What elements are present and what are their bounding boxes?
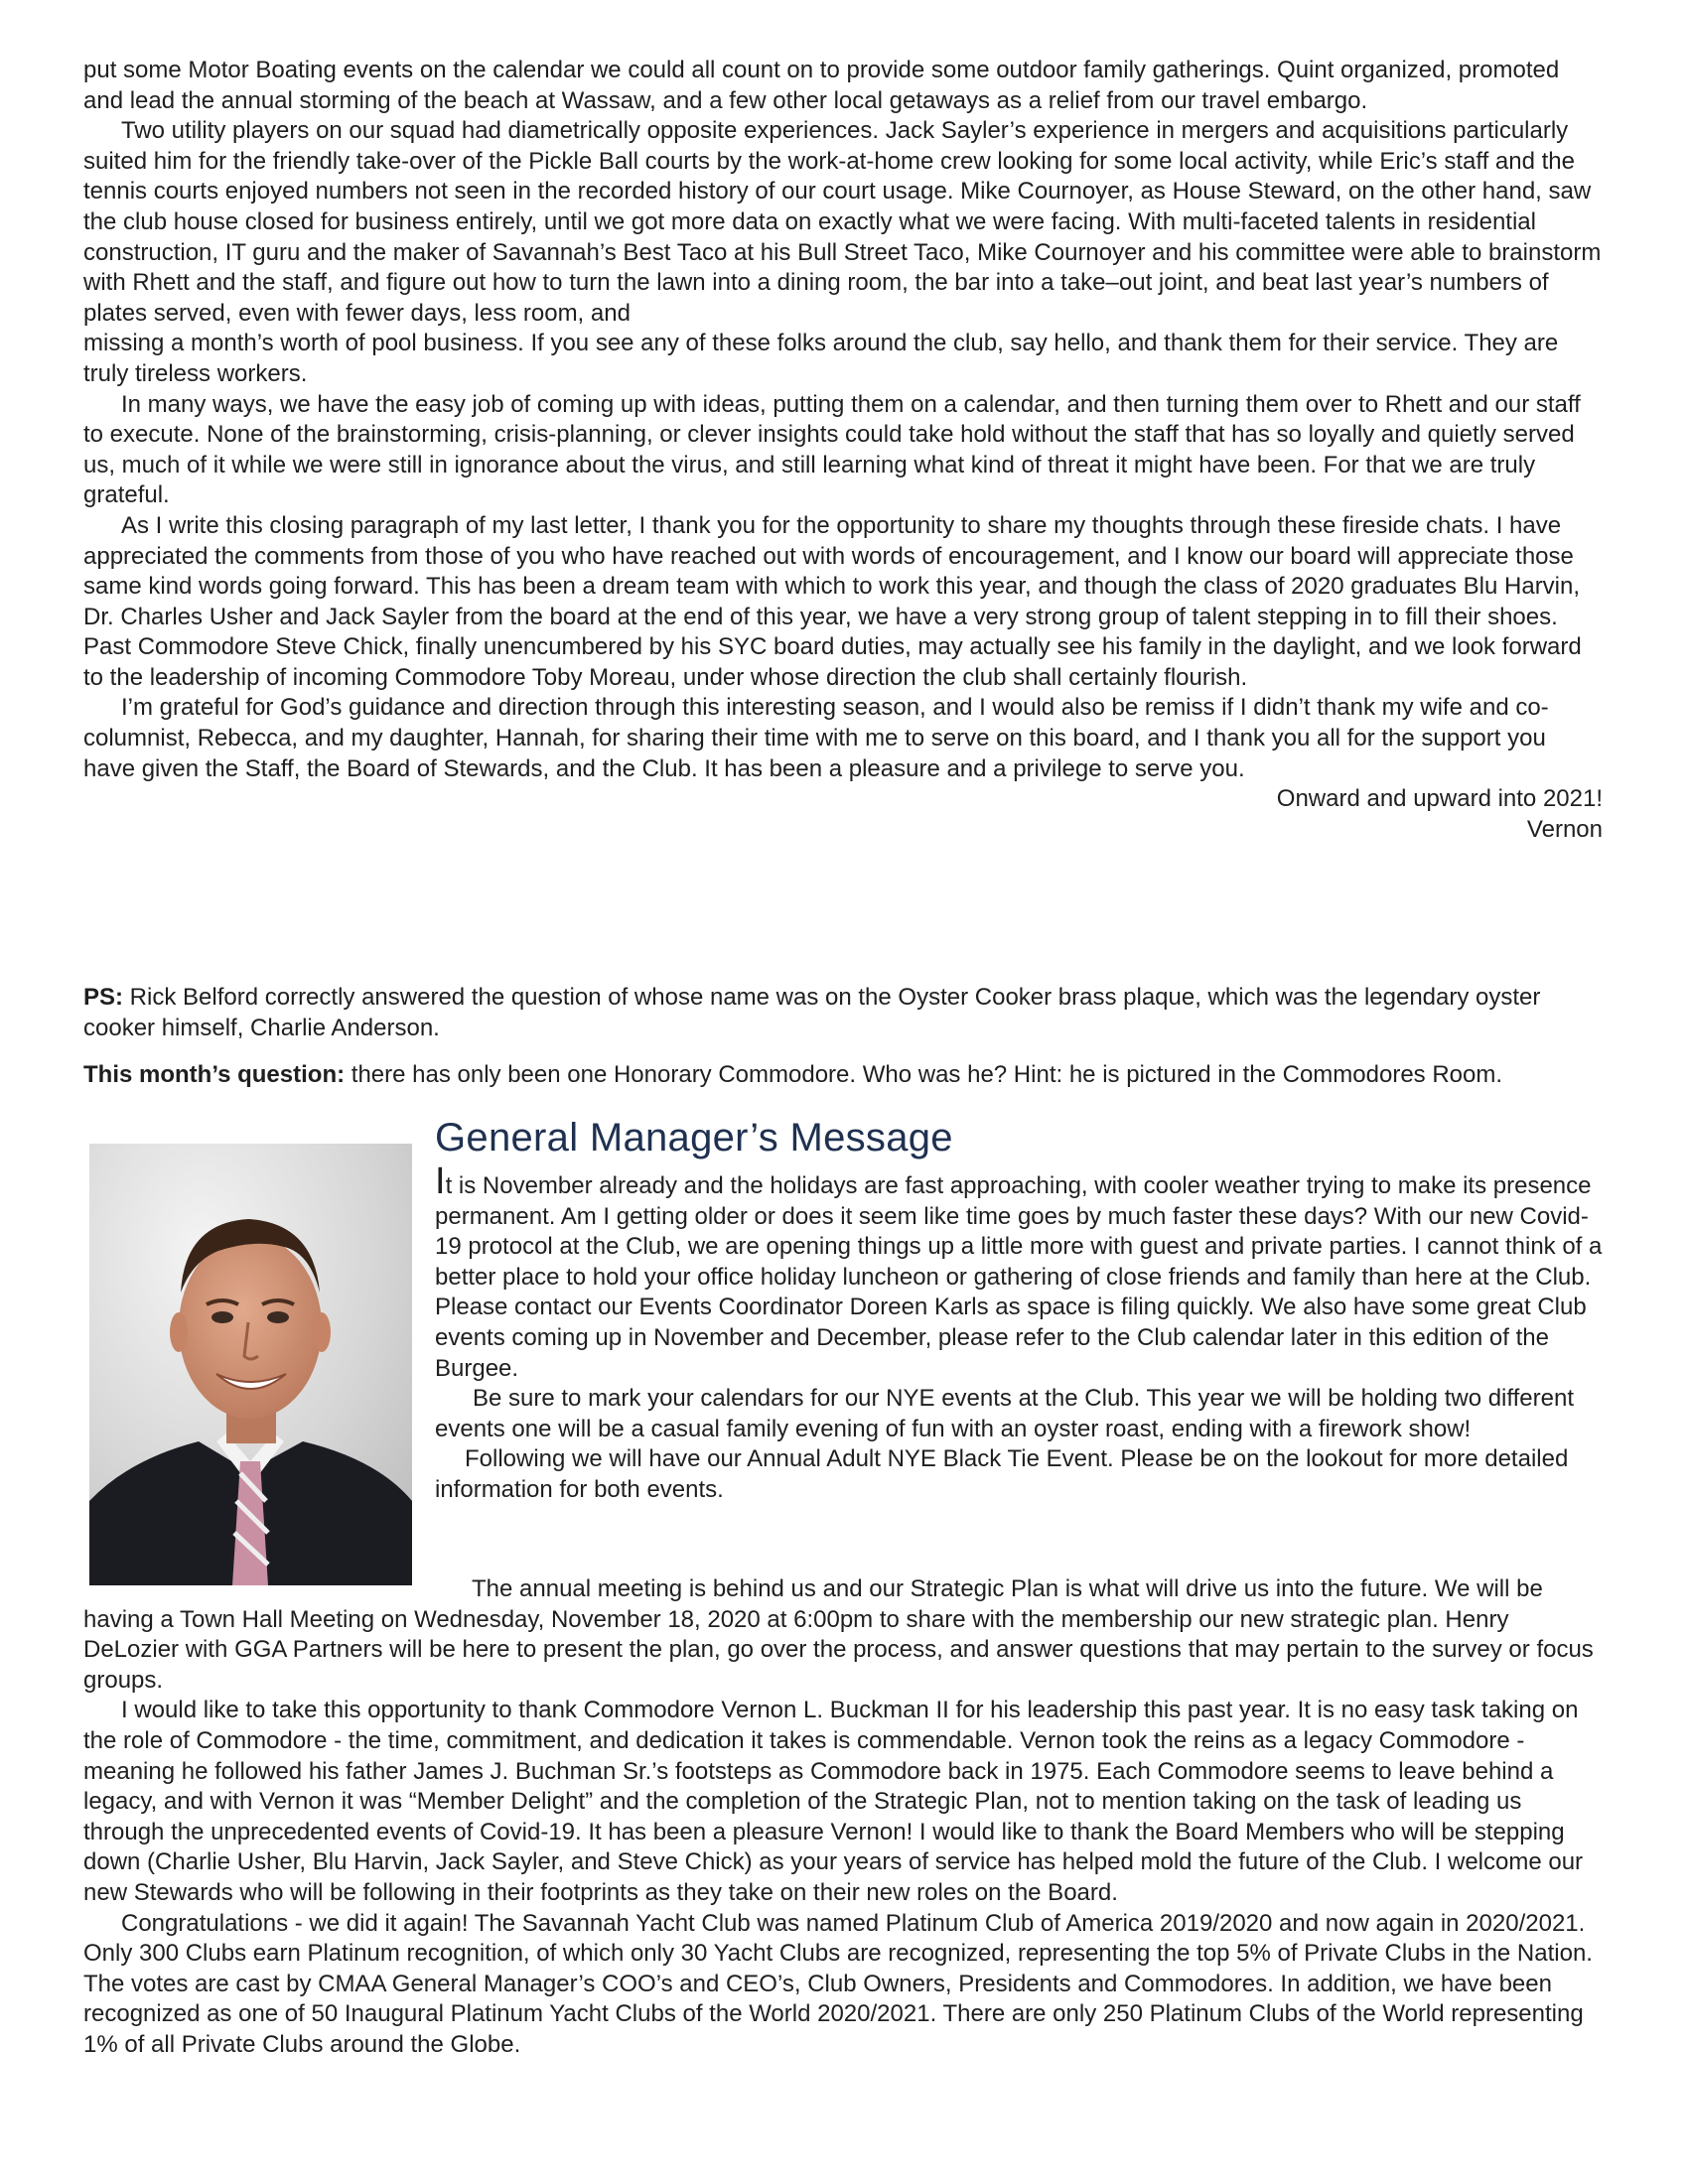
question-label: This month’s question: — [83, 1061, 346, 1088]
gm-message-continued — [83, 1574, 1603, 2061]
ps-text: Rick Belford correctly answered the question of whose name was on the Oyster Cooker brass plaque, which was the legendary oyster cooker himself, Charlie Anderson. — [83, 984, 1541, 1041]
ps-note — [83, 983, 1603, 1043]
gm-paragraph: Congratulations - we did it again! The Savannah Yacht Club was named Platinum Club of America 2019/2020 and now again in 2020/2021. Only 300 Clubs earn Platinum recognition, of which only 30 Yacht Clubs are recognized, representing the top 5% of Private Clubs in the Nation. The votes are cast by CMAA General Manager’s COO’s and CEO’s, Club Owners, Presidents and Commodores. In addition, we have been recognized as one of 50 Inaugural Platinum Yacht Clubs of the World 2020/2021. There are only 250 Platinum Clubs of the World representing 1% of all Private Clubs around the Globe. — [83, 1909, 1593, 2058]
gm-paragraph — [435, 1160, 1603, 1384]
drop-cap: I — [435, 1160, 446, 1202]
letter-signature: Vernon — [1526, 815, 1603, 843]
letter-paragraph: Two utility players on our squad had diametrically opposite experiences. Jack Sayler’s experience in mergers and acquisitions particularly suited him for the friendly take-over of the Pickle Ball courts by the work-at-home crew looking for some local activity, while Eric’s staff and the tennis courts enjoyed numbers not seen in the recorded history of our court usage. Mike Cournoyer, as House Steward, on the other hand, saw the club house closed for business entirely, until we got more data on exactly what we were facing. With multi-faceted talents in residential construction, IT guru and the maker of Savannah’s Best Taco at his Bull Street Taco, Mike Cournoyer and his committee were able to brainstorm with Rhett and the staff, and figure out how to turn the lawn into a dining room, the bar into a take–out joint, and beat last year’s numbers of plates served, even with fewer days, less room, and — [83, 117, 1602, 327]
monthly-question — [83, 1060, 1603, 1091]
letter-paragraph: put some Motor Boating events on the calendar we could all count on to provide some outdoor family gatherings. Quint organized, promoted and lead the annual storming of the beach at Wassaw, and a few other local getaways as a relief from our travel embargo. — [83, 57, 1560, 114]
gm-message-body — [435, 1160, 1603, 1506]
ps-label: PS: — [83, 984, 124, 1011]
letter-paragraph: I’m grateful for God’s guidance and direction through this interesting season, and I would also be remiss if I didn’t thank my wife and co-columnist, Rebecca, and my daughter, Hannah, for sharing their time with me to serve on this board, and I thank you all for the support you have given the Staff, the Board of Stewards, and the Club. It has been a pleasure and a privilege to serve you. — [83, 694, 1549, 782]
letter-paragraph: missing a month’s worth of pool business. If you see any of these folks around the club, say hello, and thank them for their service. They are truly tireless workers. — [83, 330, 1559, 387]
gm-paragraph: The annual meeting is behind us and our Strategic Plan is what will drive us into the future. We will be having a Town Hall Meeting on Wednesday, November 18, 2020 at 6:00pm to share with the membership our new strategic plan. Henry DeLozier with GGA Partners will be here to present the plan, go over the process, and answer questions that may pertain to the survey or focus groups. — [83, 1575, 1594, 1694]
portrait-illustration — [89, 1144, 412, 1585]
commodore-letter — [83, 56, 1603, 845]
gm-paragraph: Be sure to mark your calendars for our NYE events at the Club. This year we will be holding two different events one will be a casual family evening of fun with an oyster roast, ending with a firework show! — [435, 1385, 1574, 1442]
question-text: there has only been one Honorary Commodore. Who was he? Hint: he is pictured in the Commodores Room. — [345, 1061, 1503, 1088]
gm-paragraph: Following we will have our Annual Adult NYE Black Tie Event. Please be on the lookout for more detailed information for both events. — [435, 1445, 1569, 1503]
letter-signoff: Onward and upward into 2021! — [1276, 785, 1603, 813]
gm-paragraph: I would like to take this opportunity to thank Commodore Vernon L. Buckman II for his leadership this past year. It is no easy task taking on the role of Commodore - the time, commitment, and dedication it takes is commendable. Vernon took the reins as a legacy Commodore - meaning he followed his father James J. Buchman Sr.’s footsteps as Commodore back in 1975. Each Commodore seems to leave behind a legacy, and with Vernon it was “Member Delight” and the completion of the Strategic Plan, not to mention taking on the task of leading us through the unprecedented events of Covid-19. It has been a pleasure Vernon! I would like to thank the Board Members who will be stepping down (Charlie Usher, Blu Harvin, Jack Sayler, and Steve Chick) as your years of service has helped mold the future of the Club. I welcome our new Stewards who will be following in their footprints as they take on their new roles on the Board. — [83, 1697, 1584, 1906]
gm-paragraph-text: t is November already and the holidays are fast approaching, with cooler weather trying to make its presence permanent. Am I getting older or does it seem like time goes by much faster these days? With our new Covid-19 protocol at the Club, we are opening things up a little more with guest and private parties. I cannot think of a better place to hold your office holiday luncheon or gathering of close friends and family than here at the Club. Please contact our Events Coordinator Doreen Karls as space is filing quickly. We also have some great Club events coming up in November and December, please refer to the Club calendar later in this edition of the Burgee. — [435, 1172, 1603, 1382]
letter-paragraph: In many ways, we have the easy job of coming up with ideas, putting them on a calendar, and then turning them over to Rhett and our staff to execute. None of the brainstorming, crisis-planning, or clever insights could take hold without the staff that has so loyally and quietly served us, much of it while we were still in ignorance about the virus, and still learning what kind of threat it might have been. For that we are truly grateful. — [83, 390, 1581, 509]
general-manager-photo — [89, 1144, 412, 1585]
letter-paragraph: As I write this closing paragraph of my last letter, I thank you for the opportunity to share my thoughts through these fireside chats. I have appreciated the comments from those of you who have reached out with words of encouragement, and I know our board will appreciate those same kind words going forward. This has been a dream team with which to work this year, and though the class of 2020 graduates Blu Harvin, Dr. Charles Usher and Jack Sayler from the board at the end of this year, we have a very strong group of talent stepping in to fill their shoes. Past Commodore Steve Chick, finally unencumbered by his SYC board duties, may actually see his family in the daylight, and we look forward to the leadership of incoming Commodore Toby Moreau, under whose direction the club shall certainly flourish. — [83, 511, 1582, 691]
gm-message-title: General Manager’s Message — [435, 1116, 953, 1160]
